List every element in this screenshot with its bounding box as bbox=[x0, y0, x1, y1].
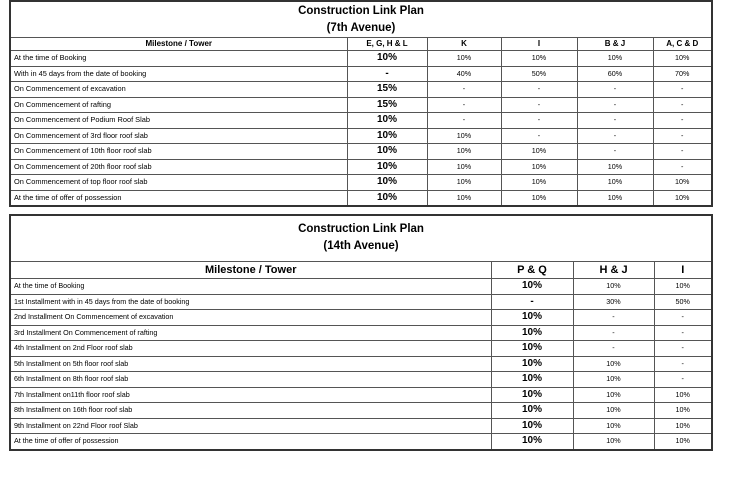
table-row bbox=[10, 310, 712, 326]
plan-title-row bbox=[10, 1, 712, 38]
value-cell: 10% bbox=[427, 190, 501, 206]
header-milestone: Milestone / Tower bbox=[10, 262, 491, 279]
value-cell: 10% bbox=[577, 51, 653, 67]
milestone-cell: 1st Installment with in 45 days from the date of booking bbox=[10, 294, 491, 310]
value-cell: 10% bbox=[491, 403, 573, 419]
table-row bbox=[10, 403, 712, 419]
value-cell: 10% bbox=[501, 51, 577, 67]
value-cell: - bbox=[491, 294, 573, 310]
value-cell: 10% bbox=[427, 159, 501, 175]
plan-subtitle: (7th Avenue) bbox=[326, 22, 396, 34]
value-cell: - bbox=[577, 97, 653, 113]
value-cell: - bbox=[653, 128, 712, 144]
value-cell: - bbox=[427, 113, 501, 129]
table-row bbox=[10, 159, 712, 175]
table-row bbox=[10, 434, 712, 450]
value-cell: 10% bbox=[653, 190, 712, 206]
value-cell: 10% bbox=[573, 356, 654, 372]
value-cell: 10% bbox=[654, 434, 712, 450]
value-cell: 60% bbox=[577, 66, 653, 82]
milestone-cell: On Commencement of 10th floor roof slab bbox=[10, 144, 347, 160]
value-cell: 10% bbox=[654, 418, 712, 434]
table-row bbox=[10, 372, 712, 388]
value-cell: 10% bbox=[573, 434, 654, 450]
value-cell: 10% bbox=[427, 128, 501, 144]
value-cell: 10% bbox=[347, 159, 427, 175]
value-cell: - bbox=[501, 82, 577, 98]
value-cell: - bbox=[347, 66, 427, 82]
value-cell: 10% bbox=[491, 387, 573, 403]
value-cell: - bbox=[653, 159, 712, 175]
milestone-cell: On Commencement of 3rd floor roof slab bbox=[10, 128, 347, 144]
value-cell: - bbox=[501, 128, 577, 144]
value-cell: 40% bbox=[427, 66, 501, 82]
value-cell: 10% bbox=[573, 418, 654, 434]
table-row bbox=[10, 387, 712, 403]
value-cell: 10% bbox=[573, 372, 654, 388]
value-cell: - bbox=[577, 128, 653, 144]
value-cell: 10% bbox=[573, 279, 654, 295]
header-tower-col3: I bbox=[501, 38, 577, 51]
value-cell: 10% bbox=[491, 356, 573, 372]
plan-title: Construction Link Plan bbox=[298, 5, 424, 17]
header-milestone: Milestone / Tower bbox=[10, 38, 347, 51]
table-row bbox=[10, 341, 712, 357]
value-cell: 10% bbox=[501, 175, 577, 191]
value-cell: 30% bbox=[573, 294, 654, 310]
table-row bbox=[10, 113, 712, 129]
value-cell: 10% bbox=[427, 144, 501, 160]
milestone-cell: 8th Installment on 16th floor roof slab bbox=[10, 403, 491, 419]
table-row bbox=[10, 51, 712, 67]
milestone-cell: At the time of Booking bbox=[10, 51, 347, 67]
value-cell: - bbox=[653, 113, 712, 129]
table-row bbox=[10, 66, 712, 82]
header-tower-col5: A, C & D bbox=[653, 38, 712, 51]
plan-title-row bbox=[10, 215, 712, 262]
value-cell: 15% bbox=[347, 82, 427, 98]
value-cell: - bbox=[653, 82, 712, 98]
value-cell: 10% bbox=[491, 418, 573, 434]
value-cell: 10% bbox=[654, 403, 712, 419]
value-cell: 10% bbox=[427, 175, 501, 191]
milestone-cell: With in 45 days from the date of booking bbox=[10, 66, 347, 82]
header-tower-col1: E, G, H & L bbox=[347, 38, 427, 51]
milestone-cell: 3rd Installment On Commencement of rafting bbox=[10, 325, 491, 341]
header-tower-col3: I bbox=[654, 262, 712, 279]
value-cell: 10% bbox=[577, 190, 653, 206]
value-cell: 15% bbox=[347, 97, 427, 113]
table-row bbox=[10, 190, 712, 206]
value-cell: 10% bbox=[347, 113, 427, 129]
milestone-cell: 6th Installment on 8th floor roof slab bbox=[10, 372, 491, 388]
value-cell: 70% bbox=[653, 66, 712, 82]
header-tower-col2: K bbox=[427, 38, 501, 51]
value-cell: 10% bbox=[491, 279, 573, 295]
value-cell: - bbox=[427, 97, 501, 113]
value-cell: 10% bbox=[501, 159, 577, 175]
value-cell: 10% bbox=[654, 387, 712, 403]
value-cell: 10% bbox=[573, 387, 654, 403]
milestone-cell: 9th Installment on 22nd Floor roof Slab bbox=[10, 418, 491, 434]
plan-subtitle: (14th Avenue) bbox=[323, 240, 399, 252]
value-cell: - bbox=[654, 310, 712, 326]
value-cell: - bbox=[573, 325, 654, 341]
milestone-cell: 5th Installment on 5th floor roof slab bbox=[10, 356, 491, 372]
value-cell: - bbox=[654, 356, 712, 372]
value-cell: 10% bbox=[347, 190, 427, 206]
table-header-row bbox=[10, 262, 712, 279]
value-cell: 10% bbox=[427, 51, 501, 67]
value-cell: - bbox=[654, 341, 712, 357]
construction-link-plan-14th-avenue bbox=[9, 214, 713, 451]
value-cell: - bbox=[577, 144, 653, 160]
table-row bbox=[10, 97, 712, 113]
milestone-cell: On Commencement of rafting bbox=[10, 97, 347, 113]
value-cell: - bbox=[501, 97, 577, 113]
value-cell: 50% bbox=[654, 294, 712, 310]
value-cell: 10% bbox=[577, 159, 653, 175]
value-cell: 10% bbox=[347, 128, 427, 144]
value-cell: 10% bbox=[491, 341, 573, 357]
header-tower-col2: H & J bbox=[573, 262, 654, 279]
value-cell: 10% bbox=[491, 434, 573, 450]
value-cell: - bbox=[654, 372, 712, 388]
construction-link-plan-7th-avenue bbox=[9, 0, 713, 207]
value-cell: 10% bbox=[491, 372, 573, 388]
milestone-cell: At the time of offer of possession bbox=[10, 190, 347, 206]
value-cell: - bbox=[573, 310, 654, 326]
header-tower-col4: B & J bbox=[577, 38, 653, 51]
table-row bbox=[10, 294, 712, 310]
value-cell: 10% bbox=[347, 51, 427, 67]
value-cell: - bbox=[501, 113, 577, 129]
value-cell: 10% bbox=[653, 175, 712, 191]
table-row bbox=[10, 325, 712, 341]
milestone-cell: On Commencement of top floor roof slab bbox=[10, 175, 347, 191]
value-cell: 10% bbox=[653, 51, 712, 67]
value-cell: - bbox=[577, 82, 653, 98]
value-cell: 10% bbox=[573, 403, 654, 419]
header-tower-col1: P & Q bbox=[491, 262, 573, 279]
table-row bbox=[10, 418, 712, 434]
value-cell: 10% bbox=[491, 310, 573, 326]
value-cell: 50% bbox=[501, 66, 577, 82]
value-cell: 10% bbox=[577, 175, 653, 191]
value-cell: 10% bbox=[501, 144, 577, 160]
milestone-cell: 4th Installment on 2nd Floor roof slab bbox=[10, 341, 491, 357]
table-header-row bbox=[10, 38, 712, 51]
value-cell: - bbox=[654, 325, 712, 341]
table-row bbox=[10, 279, 712, 295]
value-cell: - bbox=[577, 113, 653, 129]
value-cell: 10% bbox=[654, 279, 712, 295]
value-cell: 10% bbox=[491, 325, 573, 341]
milestone-cell: On Commencement of 20th floor roof slab bbox=[10, 159, 347, 175]
milestone-cell: At the time of offer of possession bbox=[10, 434, 491, 450]
plan-title: Construction Link Plan bbox=[298, 223, 424, 235]
value-cell: 10% bbox=[501, 190, 577, 206]
table-row bbox=[10, 144, 712, 160]
milestone-cell: At the time of Booking bbox=[10, 279, 491, 295]
milestone-cell: 7th Installment on11th floor roof slab bbox=[10, 387, 491, 403]
value-cell: - bbox=[573, 341, 654, 357]
value-cell: - bbox=[653, 144, 712, 160]
value-cell: - bbox=[427, 82, 501, 98]
value-cell: - bbox=[653, 97, 712, 113]
milestone-cell: 2nd Installment On Commencement of excavation bbox=[10, 310, 491, 326]
milestone-cell: On Commencement of Podium Roof Slab bbox=[10, 113, 347, 129]
table-row bbox=[10, 175, 712, 191]
table-row bbox=[10, 356, 712, 372]
value-cell: 10% bbox=[347, 144, 427, 160]
milestone-cell: On Commencement of excavation bbox=[10, 82, 347, 98]
value-cell: 10% bbox=[347, 175, 427, 191]
table-row bbox=[10, 82, 712, 98]
table-row bbox=[10, 128, 712, 144]
